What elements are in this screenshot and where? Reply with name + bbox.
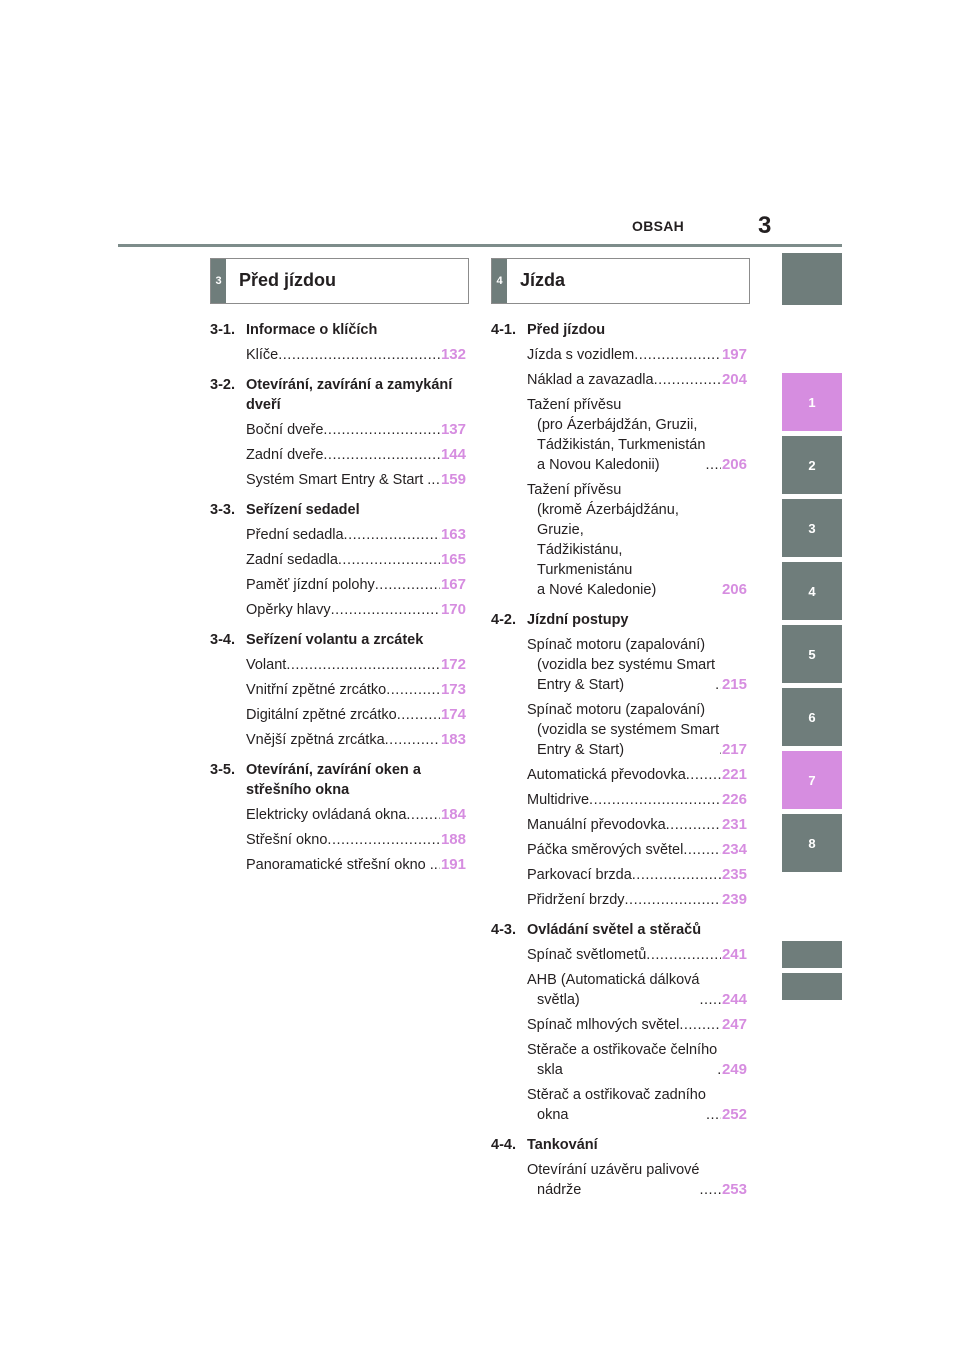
toc-entry-text [527, 1040, 717, 1080]
toc-page-link[interactable]: 217 [721, 741, 747, 758]
toc-entry-line: Systém Smart Entry & Start . [246, 472, 432, 488]
toc-page-link[interactable]: 221 [721, 766, 747, 783]
toc-entry-line: Tádžikistánu, Turkmenistánu [537, 542, 633, 578]
toc-entry[interactable] [491, 970, 747, 1010]
toc-page-link[interactable]: 173 [440, 681, 466, 698]
toc-page-link[interactable]: 206 [721, 581, 747, 598]
leader-dots [699, 990, 721, 1010]
toc-entry-line: Zadní sedadla [246, 552, 338, 568]
chapter-tab-4[interactable] [782, 562, 842, 620]
toc-entry-text [246, 420, 323, 440]
leader-dots [386, 680, 440, 700]
leader-dots [634, 345, 721, 365]
toc-page-link[interactable]: 137 [440, 421, 466, 438]
toc-entry-line: Zadní dveře [246, 447, 324, 463]
toc-entry-line: Tažení přívěsu [527, 482, 622, 498]
toc-entry-text [246, 550, 338, 570]
section-header-3 [210, 258, 469, 304]
toc-entry[interactable] [491, 1085, 747, 1125]
toc-entry[interactable] [491, 790, 747, 810]
leader-dots [705, 455, 721, 475]
toc-page-link[interactable]: 167 [440, 576, 466, 593]
toc-entry[interactable] [210, 445, 466, 465]
toc-entry-text [246, 525, 344, 545]
toc-entry[interactable] [210, 705, 466, 725]
toc-entry[interactable] [491, 815, 747, 835]
toc-page-link[interactable]: 132 [440, 346, 466, 363]
toc-group [210, 630, 466, 750]
toc-entry-line: Panoramatické střešní okno . [246, 857, 434, 873]
toc-entry[interactable] [491, 890, 747, 910]
toc-entry-line: Spínač motoru (zapalování) [527, 702, 706, 718]
toc-entry-line: okna [537, 1107, 569, 1123]
leader-dots [385, 730, 440, 750]
toc-entry-text [527, 865, 632, 885]
toc-entry-line: nádrže [537, 1182, 582, 1198]
toc-group [491, 320, 747, 600]
toc-group [210, 375, 466, 490]
leader-dots [323, 445, 440, 465]
leader-dots [706, 1105, 721, 1125]
toc-entry-text [246, 730, 385, 750]
toc-entry-text [527, 635, 715, 695]
toc-group-heading [491, 1135, 747, 1155]
toc-group-number: 3-5. [210, 762, 235, 778]
toc-column-right [491, 320, 747, 1210]
toc-entry[interactable] [491, 1015, 747, 1035]
toc-entry-line: a Novou Kaledonii) [537, 457, 660, 473]
toc-entry-line: Přidržení brzdy [527, 892, 625, 908]
toc-entry-line: Elektricky ovládaná okna [246, 807, 407, 823]
toc-entry-text [246, 575, 375, 595]
toc-entry-text [527, 840, 683, 860]
leader-dots [338, 550, 440, 570]
toc-group-number: 4-4. [491, 1137, 516, 1153]
toc-entry-line: (kromě Ázerbájdžánu, Gruzie, [537, 502, 679, 538]
chapter-tab-label: 8 [808, 835, 816, 851]
toc-group-number: 3-4. [210, 632, 235, 648]
toc-entry[interactable] [210, 855, 466, 875]
toc-entry-line: a Nové Kaledonie) [537, 582, 657, 598]
toc-entry[interactable] [210, 470, 466, 490]
toc-entry-text [527, 1160, 699, 1200]
toc-entry-line: Přední sedadla [246, 527, 344, 543]
toc-group [210, 320, 466, 365]
toc-group-number: 3-2. [210, 377, 235, 393]
toc-entry-line: Volant [246, 657, 287, 673]
toc-entry-text [527, 970, 699, 1010]
chapter-tab-label: 1 [808, 394, 816, 410]
toc-group-title: Před jízdou [527, 322, 606, 338]
leader-dots [654, 370, 721, 390]
toc-page-link[interactable]: 191 [440, 856, 466, 873]
toc-entry-line: Opěrky hlavy [246, 602, 331, 618]
toc-entry-text [246, 445, 323, 465]
toc-group-heading [491, 320, 747, 340]
toc-entry-line: AHB (Automatická dálková [527, 972, 700, 988]
toc-entry-text [527, 395, 705, 475]
toc-entry[interactable] [210, 805, 466, 825]
toc-entry[interactable] [210, 600, 466, 620]
toc-column-left [210, 320, 466, 885]
chapter-tab-7[interactable] [782, 751, 842, 809]
toc-entry-line: Střešní okno [246, 832, 328, 848]
toc-entry-line: světla) [537, 992, 580, 1008]
toc-group-title: Seřízení sedadel [246, 502, 360, 518]
toc-entry-line: Entry & Start) [537, 677, 625, 693]
toc-page-link[interactable]: 235 [721, 866, 747, 883]
leader-dots [589, 790, 721, 810]
toc-entry-text [246, 345, 278, 365]
leader-dots [686, 765, 721, 785]
toc-entry-line: Klíče [246, 347, 279, 363]
toc-page-link[interactable]: 188 [440, 831, 466, 848]
toc-page-link[interactable]: 244 [721, 991, 747, 1008]
toc-group-number: 3-3. [210, 502, 235, 518]
toc-entry-line: Manuální převodovka [527, 817, 666, 833]
toc-entry[interactable] [491, 700, 747, 760]
leader-dots [375, 575, 440, 595]
toc-page-link[interactable]: 206 [721, 456, 747, 473]
leader-dots [632, 865, 721, 885]
toc-entry[interactable] [491, 395, 747, 475]
header-title: OBSAH [632, 218, 685, 234]
toc-entry-line: Digitální zpětné zrcátko [246, 707, 397, 723]
toc-entry-line: Otevírání uzávěru palivové [527, 1162, 700, 1178]
toc-group-heading [210, 375, 466, 415]
toc-group [210, 760, 466, 875]
toc-entry-text [246, 680, 386, 700]
header-rule [118, 244, 842, 247]
chapter-tab-8[interactable] [782, 814, 842, 872]
section-header-4 [491, 258, 750, 304]
toc-entry-text [527, 1085, 706, 1125]
toc-page-link[interactable]: 163 [440, 526, 466, 543]
toc-entry[interactable] [491, 635, 747, 695]
toc-page-link[interactable]: 183 [440, 731, 466, 748]
toc-entry-line: (pro Ázerbájdžán, Gruzii, [537, 417, 698, 433]
toc-group-number: 3-1. [210, 322, 235, 338]
toc-page-link[interactable]: 204 [721, 371, 747, 388]
toc-entry-line: (vozidla se systémem Smart [537, 722, 720, 738]
chapter-tab-top[interactable] [782, 253, 842, 305]
leader-dots [683, 840, 721, 860]
toc-page-link[interactable]: 165 [440, 551, 466, 568]
leader-dots [406, 805, 440, 825]
toc-entry-text [246, 855, 434, 875]
toc-entry-line: Vnitřní zpětné zrcátko [246, 682, 387, 698]
toc-entry-line: Tažení přívěsu [527, 397, 622, 413]
toc-page-link[interactable]: 215 [721, 676, 747, 693]
chapter-tab-label: 7 [808, 772, 816, 788]
leader-dots [397, 705, 440, 725]
toc-page-link[interactable]: 144 [440, 446, 466, 463]
toc-entry-text [246, 805, 406, 825]
toc-entry-line: Stěrače a ostřikovače čelního [527, 1042, 718, 1058]
toc-entry-text [527, 815, 666, 835]
toc-entry-line: skla [537, 1062, 563, 1078]
toc-group-heading [210, 630, 466, 650]
toc-entry-line: Spínač mlhových světel [527, 1017, 680, 1033]
chapter-tab-5[interactable] [782, 625, 842, 683]
leader-dots [625, 890, 721, 910]
toc-group-title: Seřízení volantu a zrcátek [246, 632, 424, 648]
toc-group-heading [491, 610, 747, 630]
toc-entry[interactable] [491, 345, 747, 365]
toc-entry-text [246, 655, 286, 675]
toc-entry-line: Jízda s vozidlem [527, 347, 635, 363]
toc-entry[interactable] [491, 1040, 747, 1080]
toc-entry[interactable] [210, 680, 466, 700]
toc-page-link[interactable]: 170 [440, 601, 466, 618]
toc-entry-line: Vnější zpětná zrcátka [246, 732, 385, 748]
toc-group-title: Jízdní postupy [527, 612, 629, 628]
toc-entry[interactable] [491, 945, 747, 965]
section-title: Před jízdou [239, 270, 337, 290]
toc-entry-line: Tádžikistán, Turkmenistán [537, 437, 706, 453]
toc-page-link[interactable]: 234 [721, 841, 747, 858]
toc-entry[interactable] [210, 550, 466, 570]
toc-entry-text [527, 765, 686, 785]
index-tab-2[interactable] [782, 973, 842, 1000]
leader-dots [344, 525, 440, 545]
toc-page-link[interactable]: 239 [721, 891, 747, 908]
toc-entry-text [527, 1015, 679, 1035]
toc-group [491, 920, 747, 1125]
leader-dots [646, 945, 721, 965]
toc-entry-line: Multidrive [527, 792, 590, 808]
toc-group-title: Informace o klíčích [246, 322, 378, 338]
toc-entry-text [246, 600, 331, 620]
leader-dots [431, 470, 440, 490]
toc-page-link[interactable]: 159 [440, 471, 466, 488]
toc-group-heading [210, 760, 466, 800]
chapter-tab-6[interactable] [782, 688, 842, 746]
toc-entry-line: Náklad a zavazadla [527, 372, 654, 388]
toc-entry-line: Spínač světlometů [527, 947, 647, 963]
chapter-tab-label: 4 [808, 583, 816, 599]
toc-entry-line: Spínač motoru (zapalování) [527, 637, 706, 653]
toc-group-heading [210, 500, 466, 520]
toc-entry-line: Parkovací brzda [527, 867, 632, 883]
chapter-tab-label: 6 [808, 709, 816, 725]
toc-group-title: Otevírání, zavírání oken a střešního okna [246, 762, 421, 798]
chapter-tab-label: 3 [808, 520, 816, 536]
toc-page-link[interactable]: 252 [721, 1106, 747, 1123]
toc-entry-text [246, 830, 327, 850]
chapter-tab-label: 2 [808, 457, 816, 473]
toc-page-link[interactable]: 174 [440, 706, 466, 723]
toc-entry-text [527, 370, 654, 390]
toc-entry-line: Páčka směrových světel [527, 842, 684, 858]
toc-entry[interactable] [491, 480, 747, 600]
toc-entry[interactable] [210, 575, 466, 595]
toc-page-link[interactable]: 231 [721, 816, 747, 833]
toc-page-link[interactable]: 226 [721, 791, 747, 808]
toc-entry[interactable] [210, 830, 466, 850]
toc-page-link[interactable]: 241 [721, 946, 747, 963]
toc-entry-line: Entry & Start) [537, 742, 625, 758]
toc-entry-line: (vozidla bez systému Smart [537, 657, 716, 673]
toc-group-number: 4-2. [491, 612, 516, 628]
toc-group-heading [210, 320, 466, 340]
toc-group [210, 500, 466, 620]
leader-dots [331, 600, 440, 620]
toc-entry-line: Automatická převodovka [527, 767, 686, 783]
toc-group-title: Otevírání, zavírání a zamykání dveří [246, 377, 453, 413]
chapter-tab-1[interactable] [782, 373, 842, 431]
chapter-tab-label: 5 [808, 646, 816, 662]
toc-entry[interactable] [210, 730, 466, 750]
toc-page-link[interactable]: 253 [721, 1181, 747, 1198]
toc-group-heading [491, 920, 747, 940]
toc-entry-text [246, 705, 397, 725]
leader-dots [278, 345, 440, 365]
toc-group-number: 4-1. [491, 322, 516, 338]
toc-page-link[interactable]: 197 [721, 346, 747, 363]
toc-group-title: Ovládání světel a stěračů [527, 922, 702, 938]
toc-group [491, 610, 747, 910]
leader-dots [286, 655, 440, 675]
section-number: 3 [211, 259, 226, 303]
toc-entry[interactable] [491, 865, 747, 885]
toc-entry-text [527, 790, 589, 810]
toc-group-number: 4-3. [491, 922, 516, 938]
chapter-tab-3[interactable] [782, 499, 842, 557]
section-number: 4 [492, 259, 507, 303]
toc-entry[interactable] [210, 525, 466, 545]
toc-entry-line: Paměť jízdní polohy [246, 577, 375, 593]
toc-entry-text [527, 700, 719, 760]
leader-dots [679, 1015, 721, 1035]
toc-entry[interactable] [491, 765, 747, 785]
toc-group-title: Tankování [527, 1137, 598, 1153]
toc-entry-text [527, 480, 721, 600]
toc-page-link[interactable]: 172 [440, 656, 466, 673]
page-number: 3 [758, 212, 772, 239]
toc-page-link[interactable]: 247 [721, 1016, 747, 1033]
toc-entry-line: Stěrač a ostřikovač zadního [527, 1087, 706, 1103]
toc-entry-text [527, 345, 634, 365]
toc-entry[interactable] [210, 655, 466, 675]
toc-entry[interactable] [491, 370, 747, 390]
chapter-tab-2[interactable] [782, 436, 842, 494]
toc-entry[interactable] [210, 420, 466, 440]
index-tab-1[interactable] [782, 941, 842, 968]
toc-page-link[interactable]: 249 [721, 1061, 747, 1078]
section-title: Jízda [520, 270, 566, 290]
leader-dots [327, 830, 440, 850]
toc-entry[interactable] [491, 840, 747, 860]
leader-dots [666, 815, 721, 835]
toc-group [491, 1135, 747, 1200]
leader-dots [699, 1180, 720, 1200]
toc-page-link[interactable]: 184 [440, 806, 466, 823]
toc-entry-text [246, 470, 431, 490]
toc-entry-text [527, 890, 625, 910]
toc-entry[interactable] [210, 345, 466, 365]
leader-dots [323, 420, 440, 440]
toc-entry-line: Boční dveře [246, 422, 324, 438]
toc-entry[interactable] [491, 1160, 747, 1200]
toc-entry-text [527, 945, 646, 965]
